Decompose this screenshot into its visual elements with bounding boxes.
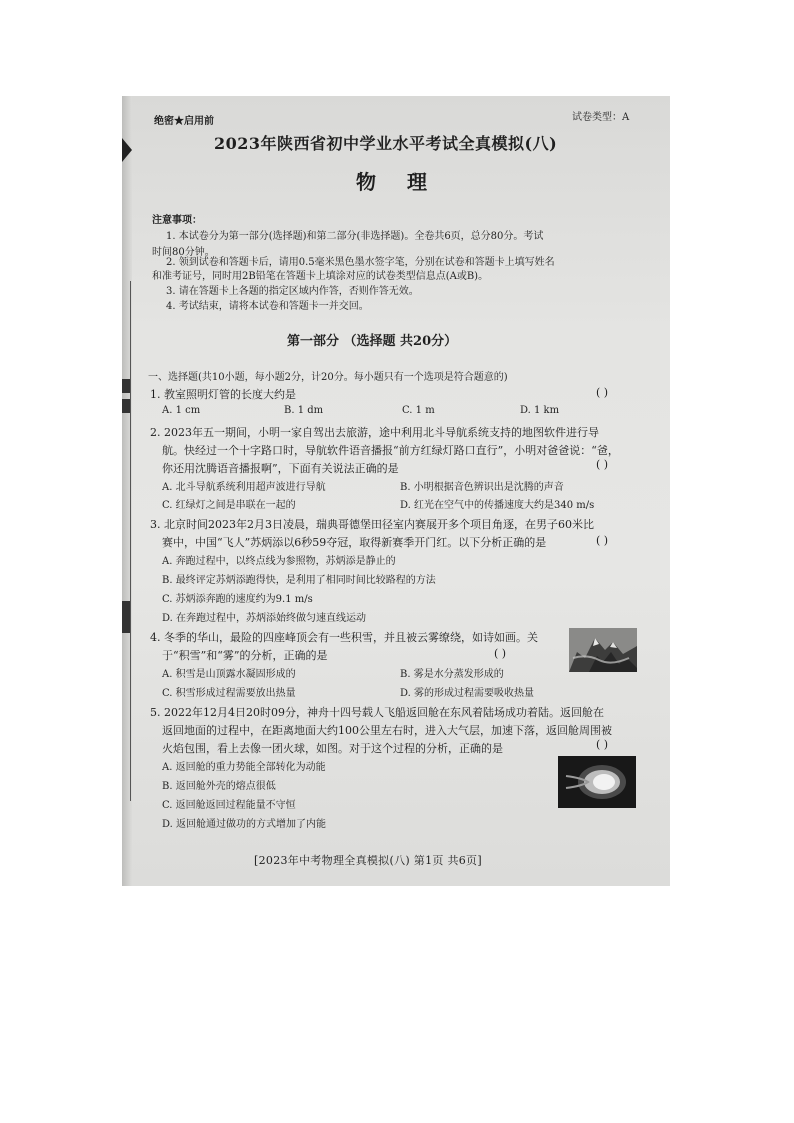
notice-line: 3. 请在答题卡上各题的指定区域内作答，否则作答无效。 (166, 286, 419, 297)
question-3-option-b: B. 最终评定苏炳添跑得快，是利用了相同时间比较路程的方法 (162, 575, 436, 586)
reentry-capsule-photo (558, 756, 636, 808)
question-5-stem: 火焰包围，看上去像一团火球，如图。对于这个过程的分析，正确的是 (162, 742, 503, 755)
notice-line: 1. 本试卷分为第一部分(选择题)和第二部分(非选择题)。全卷共6页，总分80分。考试 (166, 231, 544, 242)
notice-line: 2. 领到试卷和答题卡后，请用0.5毫米黑色墨水签字笔，分别在试卷和答题卡上填写姓名 (166, 257, 555, 268)
question-4-stem: 于“积雪”和“雾”的分析，正确的是 (162, 649, 328, 662)
question-4-option-d: D. 雾的形成过程需要吸收热量 (400, 688, 535, 699)
binding-line (122, 281, 131, 801)
paper-type-label: 试卷类型：A (572, 112, 630, 123)
question-4-option-c: C. 积雪形成过程需要放出热量 (162, 688, 296, 699)
question-1-option-c: C. 1 m (402, 405, 435, 416)
notice-line: 和准考证号，同时用2B铅笔在答题卡上填涂对应的试卷类型信息点(A或B)。 (152, 271, 489, 282)
question-4-option-a: A. 积雪是山顶露水凝固形成的 (162, 669, 296, 680)
question-5-option-c: C. 返回舱返回过程能量不守恒 (162, 800, 296, 811)
question-5-stem: 返回地面的过程中，在距离地面大约100公里左右时，进入大气层，加速下落，返回舱周围被 (162, 724, 612, 737)
binding-mark (122, 379, 130, 393)
question-5-option-a: A. 返回舱的重力势能全部转化为动能 (162, 762, 326, 773)
question-3-option-c: C. 苏炳添奔跑的速度约为9.1 m/s (162, 594, 313, 605)
answer-blank: ( ) (596, 458, 609, 471)
question-1-option-b: B. 1 dm (284, 405, 324, 416)
question-1-option-d: D. 1 km (520, 405, 560, 416)
question-2-option-c: C. 红绿灯之间是串联在一起的 (162, 500, 296, 511)
answer-blank: ( ) (596, 738, 609, 751)
notice-heading: 注意事项： (152, 215, 202, 226)
section-title: 一、选择题(共10小题，每小题2分，计20分。每小题只有一个选项是符合题意的) (148, 372, 508, 383)
question-4-option-b: B. 雾是水分蒸发形成的 (400, 669, 504, 680)
notice-line: 4. 考试结束，请将本试卷和答题卡一并交回。 (166, 301, 369, 312)
question-4-stem: 4. 冬季的华山，最险的四座峰顶会有一些积雪，并且被云雾缭绕，如诗如画。关 (150, 631, 538, 644)
question-5-option-d: D. 返回舱通过做功的方式增加了内能 (162, 819, 327, 830)
question-1-stem: 1. 教室照明灯管的长度大约是 (150, 388, 296, 401)
question-5-option-b: B. 返回舱外壳的熔点很低 (162, 781, 276, 792)
question-2-option-b: B. 小明根据音色辨识出是沈腾的声音 (400, 482, 564, 493)
page-corner-mark (122, 138, 132, 162)
question-2-stem: 2. 2023年五一期间，小明一家自驾出去旅游，途中利用北斗导航系统支持的地图软件进行导 (150, 426, 599, 439)
secret-label: 绝密★启用前 (154, 116, 214, 127)
question-3-stem: 3. 北京时间2023年2月3日凌晨，瑞典哥德堡田径室内赛展开多个项目角逐，在男子60米比 (150, 518, 594, 531)
answer-blank: ( ) (494, 647, 507, 660)
question-2-stem: 航。快经过一个十字路口时，导航软件语音播报“前方红绿灯路口直行”，小明对爸爸说：“爸， (162, 444, 619, 457)
notice-line: 时间80分钟。 (152, 247, 215, 258)
question-2-option-d: D. 红光在空气中的传播速度大约是340 m/s (400, 500, 595, 511)
question-3-stem: 赛中，中国“飞人”苏炳添以6秒59夺冠，取得新赛季开门红。以下分析正确的是 (162, 536, 547, 549)
question-3-option-a: A. 奔跑过程中，以终点线为参照物，苏炳添是静止的 (162, 556, 396, 567)
question-2-option-a: A. 北斗导航系统利用超声波进行导航 (162, 482, 326, 493)
subject-title: 物 理 (356, 170, 439, 194)
part-one-title: 第一部分 （选择题 共20分） (287, 334, 458, 349)
question-5-stem: 5. 2022年12月4日20时09分，神舟十四号载人飞船返回舱在东风着陆场成功着陆。返回舱在 (150, 706, 604, 719)
binding-mark (122, 399, 130, 413)
question-1-option-a: A. 1 cm (162, 405, 201, 416)
exam-page-photo (122, 96, 670, 886)
mountain-photo (569, 628, 637, 672)
answer-blank: ( ) (596, 386, 609, 399)
answer-blank: ( ) (596, 534, 609, 547)
question-2-stem: 你还用沈腾语音播报啊”，下面有关说法正确的是 (162, 462, 399, 475)
exam-title: 2023年陕西省初中学业水平考试全真模拟(八) (214, 134, 558, 153)
binding-mark (122, 611, 130, 633)
page-footer: [2023年中考物理全真模拟(八) 第1页 共6页] (254, 854, 482, 867)
question-3-option-d: D. 在奔跑过程中，苏炳添始终做匀速直线运动 (162, 613, 367, 624)
